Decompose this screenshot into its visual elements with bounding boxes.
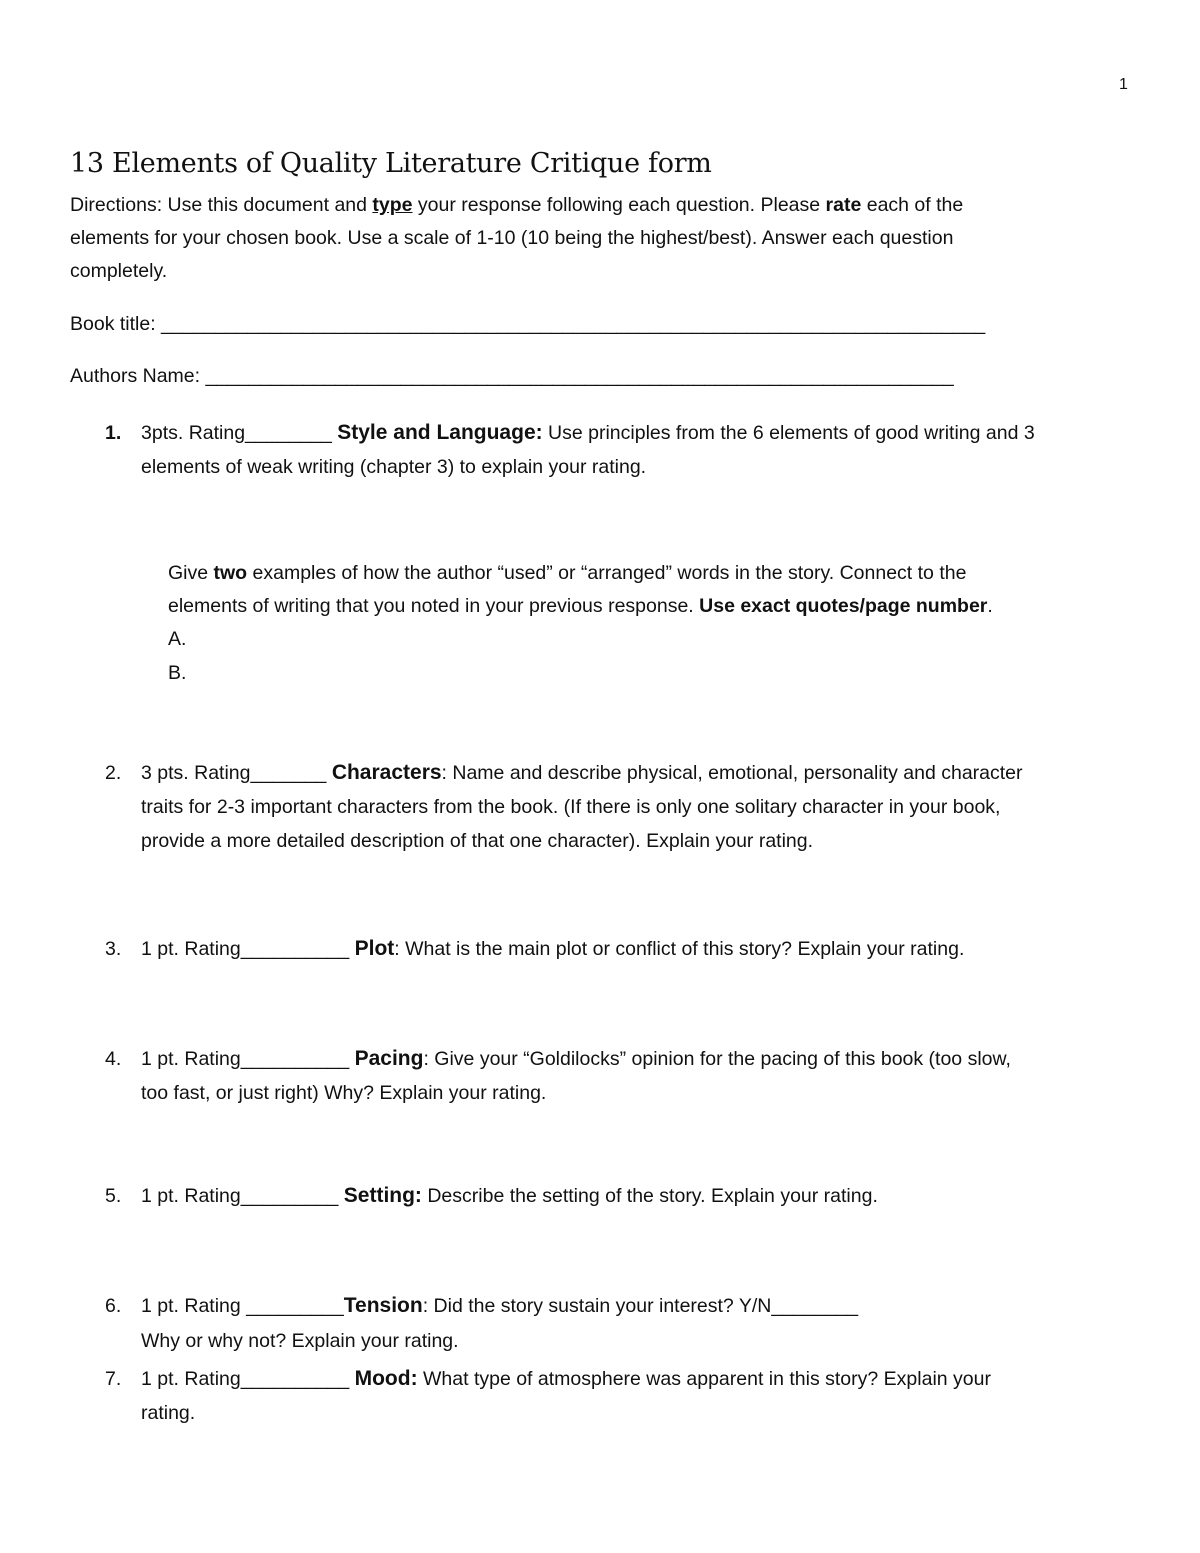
question-2-heading: Characters: [331, 761, 442, 784]
question-4-text: : Give your “Goldilocks” opinion for the pacing of this book (too slow,: [423, 1048, 1011, 1070]
question-1-rating[interactable]: 3pts. Rating________: [141, 422, 338, 444]
question-1-sub-text: examples of how the author “used” or “arranged” words in the story. Connect to the: [247, 562, 967, 584]
question-4-rating[interactable]: 1 pt. Rating__________: [141, 1048, 355, 1070]
question-4-number: 4.: [105, 1048, 122, 1070]
directions-text: your response following each question. Please: [412, 194, 826, 216]
page-title: 13 Elements of Quality Literature Critique form: [70, 148, 712, 179]
question-3-text: : What is the main plot or conflict of this story? Explain your rating.: [394, 938, 965, 960]
question-1-answer-b[interactable]: B.: [168, 662, 187, 684]
question-1-number: 1.: [105, 422, 122, 444]
question-1-text: Use principles from the 6 elements of good writing and 3: [542, 422, 1035, 444]
question-1-sub-text: Give: [168, 562, 214, 584]
directions-type-emphasis: type: [372, 194, 413, 216]
authors-name-field[interactable]: Authors Name: _____________________________________________________________________: [70, 365, 954, 387]
question-1-sub-line-1: [168, 561, 966, 585]
directions-line-1: [70, 193, 963, 217]
question-4-line-2: too fast, or just right) Why? Explain your rating.: [141, 1082, 547, 1104]
question-2-number: 2.: [105, 762, 122, 784]
question-2-line-1: [141, 761, 1023, 785]
question-2-text: : Name and describe physical, emotional, personality and character: [441, 762, 1023, 784]
question-3-line-1: [141, 937, 964, 961]
question-2-rating[interactable]: 3 pts. Rating_______: [141, 762, 332, 784]
question-1-line-1: [141, 421, 1035, 445]
question-1-sub-text: .: [987, 595, 993, 617]
question-7-text: What type of atmosphere was apparent in this story? Explain your: [417, 1368, 991, 1390]
question-1-quotes-emphasis: Use exact quotes/page number: [699, 595, 988, 617]
question-2-line-3: provide a more detailed description of that one character). Explain your rating.: [141, 830, 814, 852]
question-6-rating[interactable]: 1 pt. Rating _________: [141, 1295, 344, 1317]
question-2-line-2: traits for 2-3 important characters from the book. (If there is only one solitary character in your book,: [141, 796, 1001, 818]
question-3-heading: Plot: [354, 937, 395, 960]
question-5-number: 5.: [105, 1185, 122, 1207]
question-3-number: 3.: [105, 938, 122, 960]
question-5-line-1: [141, 1184, 878, 1208]
question-1-line-2: elements of weak writing (chapter 3) to explain your rating.: [141, 456, 647, 478]
question-6-line-2: Why or why not? Explain your rating.: [141, 1330, 459, 1352]
question-7-rating[interactable]: 1 pt. Rating__________: [141, 1368, 355, 1390]
directions-rate-emphasis: rate: [825, 194, 862, 216]
question-7-number: 7.: [105, 1368, 122, 1390]
directions-text: each of the: [861, 194, 964, 216]
question-7-heading: Mood:: [354, 1367, 418, 1390]
question-7-line-1: [141, 1367, 991, 1391]
question-5-rating[interactable]: 1 pt. Rating_________: [141, 1185, 344, 1207]
question-3-rating[interactable]: 1 pt. Rating__________: [141, 938, 355, 960]
question-6-number: 6.: [105, 1295, 122, 1317]
question-5-text: Describe the setting of the story. Explain your rating.: [421, 1185, 878, 1207]
question-1-sub-text: elements of writing that you noted in your previous response.: [168, 595, 700, 617]
question-1-heading: Style and Language:: [337, 421, 543, 444]
question-6-heading: Tension: [343, 1294, 423, 1317]
question-4-line-1: [141, 1047, 1011, 1071]
question-7-line-2: rating.: [141, 1402, 196, 1424]
directions-text: Directions: Use this document and: [70, 194, 373, 216]
question-5-heading: Setting:: [343, 1184, 422, 1207]
question-4-heading: Pacing: [354, 1047, 424, 1070]
question-6-text: : Did the story sustain your interest? Y/N________: [422, 1295, 859, 1317]
question-1-sub-line-2: [168, 594, 993, 618]
question-1-two-emphasis: two: [213, 562, 248, 584]
page-number: 1: [1119, 76, 1128, 93]
book-title-field[interactable]: Book title: ____________________________________________________________________________: [70, 313, 986, 335]
directions-line-3: completely.: [70, 260, 168, 282]
question-6-line-1: [141, 1294, 858, 1318]
question-1-answer-a[interactable]: A.: [168, 628, 187, 650]
directions-line-2: elements for your chosen book. Use a scale of 1-10 (10 being the highest/best). Answer each question: [70, 227, 954, 249]
